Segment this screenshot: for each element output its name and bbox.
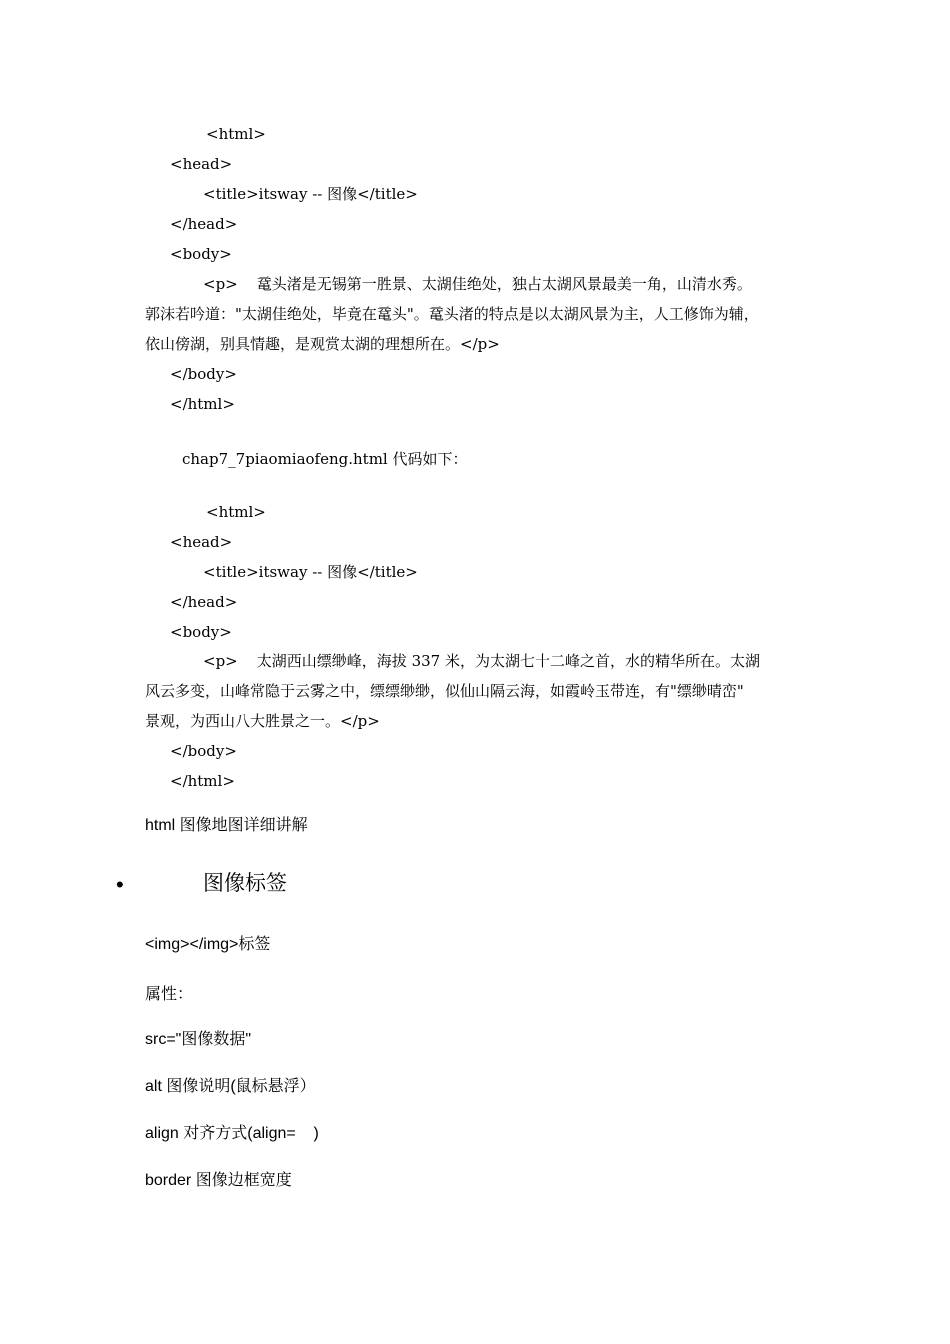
code-line: <head> — [170, 533, 233, 551]
code-line: <title>itsway -- 图像</title> — [203, 185, 418, 203]
code-line: <head> — [170, 155, 233, 173]
code-line: </head> — [170, 593, 238, 611]
align-attr: align 对齐方式(align= ) — [145, 1125, 319, 1142]
code-line: </html> — [170, 772, 235, 790]
code-line: <body> — [170, 623, 232, 641]
bullet-dot-icon: • — [116, 872, 124, 897]
code-line: <p> 鼋头渚是无锡第一胜景、太湖佳绝处，独占太湖风景最美一角，山清水秀。 — [203, 275, 752, 293]
code-line: 景观，为西山八大胜景之一。</p> — [145, 712, 380, 730]
code-line: <body> — [170, 245, 232, 263]
code-line: <html> — [206, 125, 266, 143]
code-line: 依山傍湖，别具情趣，是观赏太湖的理想所在。</p> — [145, 335, 500, 353]
bullet-heading: 图像标签 — [203, 872, 287, 895]
border-attr: border 图像边框宽度 — [145, 1172, 292, 1189]
src-attr: src="图像数据" — [145, 1031, 252, 1048]
code-line: 郭沫若吟道："太湖佳绝处，毕竟在鼋头"。鼋头渚的特点是以太湖风景为主，人工修饰为辅， — [145, 305, 759, 323]
code-line: </body> — [170, 365, 237, 383]
code-line: <p> 太湖西山缥缈峰，海拔 337 米，为太湖七十二峰之首，水的精华所在。太湖 — [203, 652, 760, 670]
code-line: </head> — [170, 215, 238, 233]
file-caption: chap7_7piaomiaofeng.html 代码如下： — [182, 450, 468, 468]
alt-attr: alt 图像说明(鼠标悬浮） — [145, 1078, 316, 1095]
section-title: html 图像地图详细讲解 — [145, 817, 308, 834]
code-line: </body> — [170, 742, 237, 760]
code-line: 风云多变，山峰常隐于云雾之中，缥缥缈缈，似仙山隔云海，如霞岭玉带连，有"缥缈晴峦" — [145, 682, 744, 700]
code-line: <html> — [206, 503, 266, 521]
img-tag-line: <img></img>标签 — [145, 936, 271, 953]
code-line: </html> — [170, 395, 235, 413]
code-line: <title>itsway -- 图像</title> — [203, 563, 418, 581]
attrs-label: 属性： — [145, 986, 194, 1003]
